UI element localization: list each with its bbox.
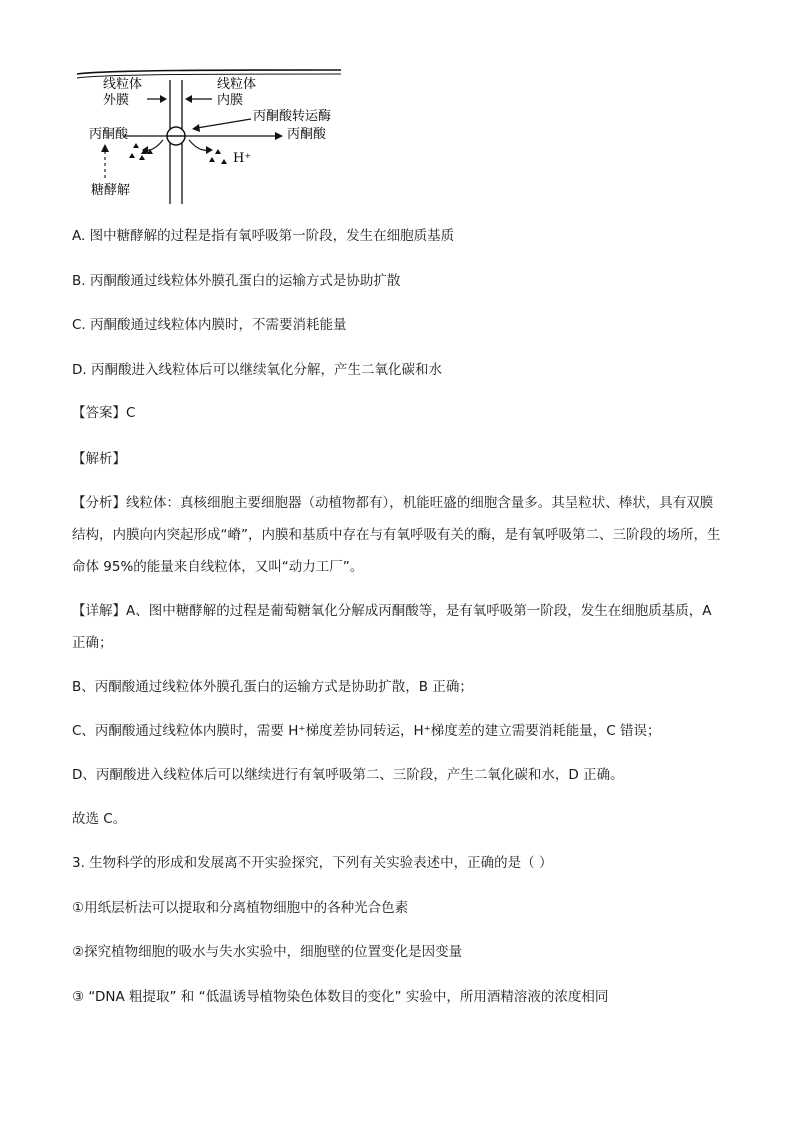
option-c: C. 丙酮酸通过线粒体内膜时，不需要消耗能量	[72, 317, 347, 333]
outer-label-1: 线粒体	[103, 77, 143, 92]
question-3-stem: 3. 生物科学的形成和发展离不开实验探究，下列有关实验表述中，正确的是（ ）	[72, 855, 553, 871]
answer-line	[72, 402, 135, 424]
glycolysis-label: 糖酵解	[91, 183, 131, 198]
outer-label-2: 外膜	[103, 93, 130, 108]
pyruvate-right-label: 丙酮酸	[287, 127, 327, 142]
mitochondria-transport-diagram	[75, 66, 375, 206]
detail-paragraph-a: 【详解】A、图中糖酵解的过程是葡萄糖氧化分解成丙酮酸等，是有氧呼吸第一阶段，发生在细胞质基质，A 正确；	[72, 603, 712, 651]
answer-tag: 【答案】	[72, 405, 126, 421]
question-3-item-2: ②探究植物细胞的吸水与失水实验中，细胞壁的位置变化是因变量	[72, 944, 463, 960]
conclusion: 故选 C。	[72, 811, 127, 827]
analysis-paragraph: 【分析】线粒体：真核细胞主要细胞器（动植物都有），机能旺盛的细胞含量多。其呈粒状、棒状，具有双膜结构，内膜向内突起形成“嵴”，内膜和基质中存在与有氧呼吸有关的酶，是有氧呼吸第二、三阶段的场所，生命体 95%的能量来自线粒体，又叫“动力工厂”。	[72, 495, 721, 575]
pyruvate-left-label: 丙酮酸	[89, 127, 129, 142]
option-b: B. 丙酮酸通过线粒体外膜孔蛋白的运输方式是协助扩散	[72, 273, 401, 289]
detail-c: C、丙酮酸通过线粒体内膜时，需要 H⁺梯度差协同转运，H⁺梯度差的建立需要消耗能量，C 错误；	[72, 723, 661, 739]
question-3-item-3: ③ “DNA 粗提取” 和 “低温诱导植物染色体数目的变化” 实验中，所用酒精溶液的浓度相同	[72, 989, 609, 1005]
inner-label-2: 内膜	[217, 93, 244, 108]
h-plus-label: H⁺	[233, 151, 252, 166]
option-d: D. 丙酮酸进入线粒体后可以继续氧化分解，产生二氧化碳和水	[72, 362, 442, 378]
question-3-item-1: ①用纸层析法可以提取和分离植物细胞中的各种光合色素	[72, 900, 409, 916]
detail-d: D、丙酮酸进入线粒体后可以继续进行有氧呼吸第二、三阶段，产生二氧化碳和水，D 正确。	[72, 767, 624, 783]
analysis-heading: 【解析】	[72, 451, 126, 467]
detail-b: B、丙酮酸通过线粒体外膜孔蛋白的运输方式是协助扩散，B 正确；	[72, 679, 473, 695]
transporter-label: 丙酮酸转运酶	[253, 109, 332, 124]
option-a: A. 图中糖酵解的过程是指有氧呼吸第一阶段，发生在细胞质基质	[72, 228, 455, 244]
inner-label-1: 线粒体	[217, 77, 257, 92]
answer-value: C	[126, 405, 136, 421]
